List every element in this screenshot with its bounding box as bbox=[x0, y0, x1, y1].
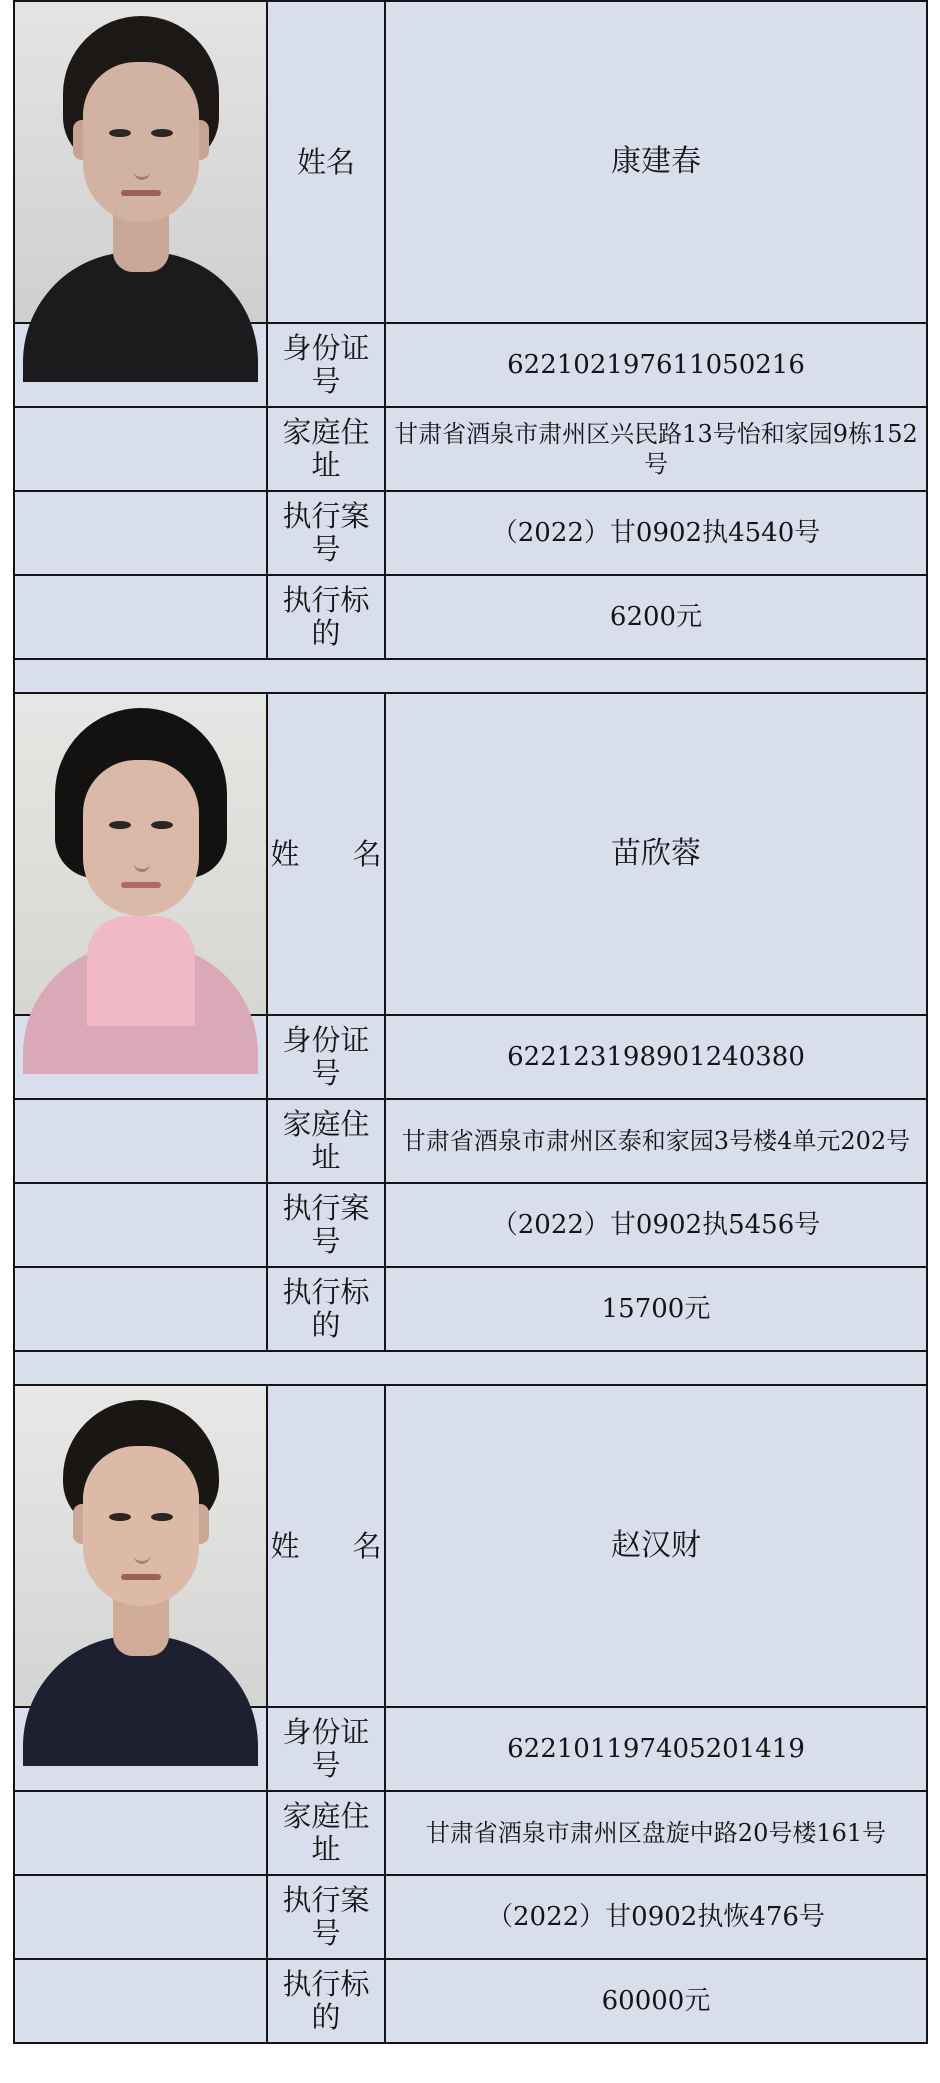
record-separator bbox=[14, 1351, 927, 1385]
amount-label: 执行标的 bbox=[267, 1959, 385, 2043]
address-value: 甘肃省酒泉市肃州区盘旋中路20号楼161号 bbox=[385, 1791, 927, 1875]
record-3-address-row bbox=[14, 1791, 927, 1875]
name-value: 赵汉财 bbox=[385, 1385, 927, 1707]
case-number-value: （2022）甘0902执恢476号 bbox=[385, 1875, 927, 1959]
name-label: 姓名 bbox=[267, 1, 385, 323]
case-number-value: （2022）甘0902执5456号 bbox=[385, 1183, 927, 1267]
debtor-roster-table bbox=[13, 0, 928, 2044]
name-label: 姓 名 bbox=[267, 693, 385, 1015]
case-number-value: （2022）甘0902执4540号 bbox=[385, 491, 927, 575]
record-1-case-row bbox=[14, 491, 927, 575]
record-1-photo-cell bbox=[14, 1, 267, 323]
amount-label: 执行标的 bbox=[267, 575, 385, 659]
address-label: 家庭住址 bbox=[267, 1791, 385, 1875]
amount-label: 执行标的 bbox=[267, 1267, 385, 1351]
record-1-amount-row bbox=[14, 575, 927, 659]
address-label: 家庭住址 bbox=[267, 1099, 385, 1183]
case-number-label: 执行案号 bbox=[267, 1875, 385, 1959]
id-number-value: 622123198901240380 bbox=[385, 1015, 927, 1099]
amount-value: 6200元 bbox=[385, 575, 927, 659]
record-3-amount-row bbox=[14, 1959, 927, 2043]
record-3-name-row bbox=[14, 1385, 927, 1707]
case-number-label: 执行案号 bbox=[267, 491, 385, 575]
address-value: 甘肃省酒泉市肃州区泰和家园3号楼4单元202号 bbox=[385, 1099, 927, 1183]
id-number-value: 622102197611050216 bbox=[385, 323, 927, 407]
record-1-name-row bbox=[14, 1, 927, 323]
record-2-amount-row bbox=[14, 1267, 927, 1351]
name-value: 苗欣蓉 bbox=[385, 693, 927, 1015]
address-label: 家庭住址 bbox=[267, 407, 385, 491]
address-value: 甘肃省酒泉市肃州区兴民路13号怡和家园9栋152号 bbox=[385, 407, 927, 491]
record-3-photo-cell bbox=[14, 1385, 267, 1707]
record-2-case-row bbox=[14, 1183, 927, 1267]
id-number-label: 身份证号 bbox=[267, 323, 385, 407]
record-separator bbox=[14, 659, 927, 693]
amount-value: 60000元 bbox=[385, 1959, 927, 2043]
case-number-label: 执行案号 bbox=[267, 1183, 385, 1267]
record-1-address-row bbox=[14, 407, 927, 491]
portrait-photo bbox=[15, 1386, 266, 1706]
portrait-photo bbox=[15, 2, 266, 322]
id-number-value: 622101197405201419 bbox=[385, 1707, 927, 1791]
portrait-photo bbox=[15, 694, 266, 1014]
record-3-case-row bbox=[14, 1875, 927, 1959]
record-2-name-row bbox=[14, 693, 927, 1015]
name-value: 康建春 bbox=[385, 1, 927, 323]
amount-value: 15700元 bbox=[385, 1267, 927, 1351]
record-2-address-row bbox=[14, 1099, 927, 1183]
name-label: 姓 名 bbox=[267, 1385, 385, 1707]
id-number-label: 身份证号 bbox=[267, 1015, 385, 1099]
id-number-label: 身份证号 bbox=[267, 1707, 385, 1791]
record-2-photo-cell bbox=[14, 693, 267, 1015]
